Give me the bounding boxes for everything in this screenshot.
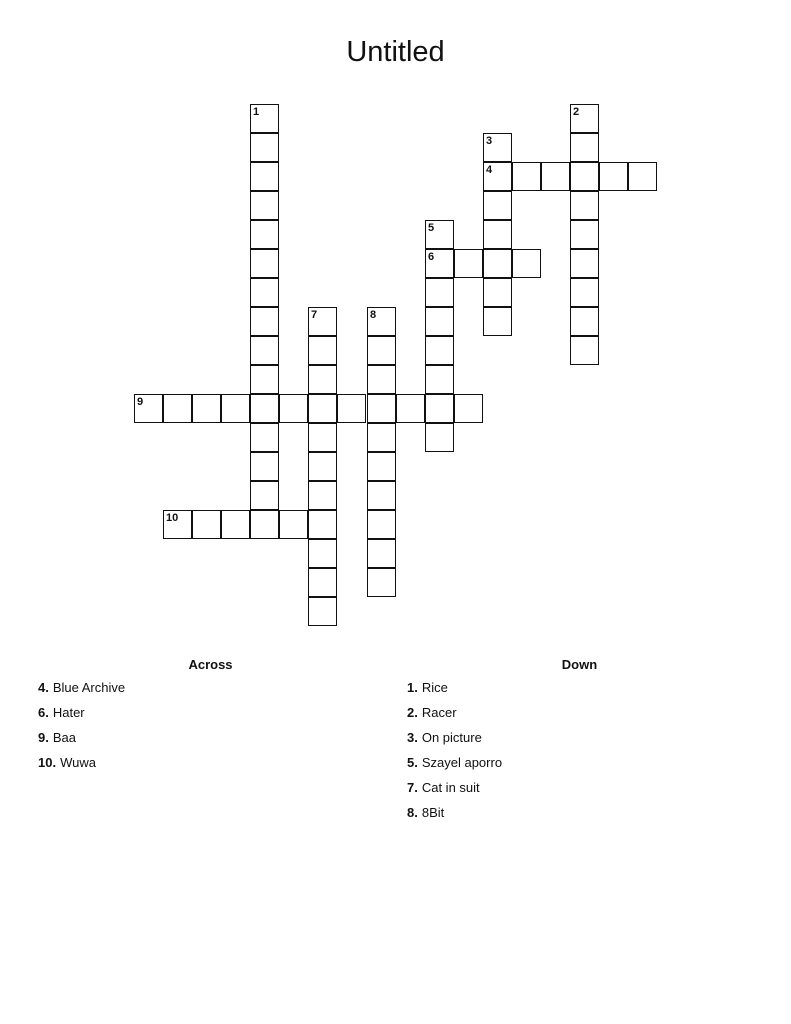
grid-cell[interactable]	[308, 510, 337, 539]
grid-cell[interactable]	[483, 133, 512, 162]
grid-cell[interactable]	[367, 481, 396, 510]
grid-cell[interactable]	[541, 162, 570, 191]
grid-cell[interactable]	[337, 394, 366, 423]
clue-across-4: 4. Blue Archive	[38, 680, 126, 695]
clue-number: 9	[137, 396, 144, 408]
grid-cell[interactable]	[483, 307, 512, 336]
grid-cell[interactable]	[425, 336, 454, 365]
grid-cell[interactable]	[599, 162, 628, 191]
grid-cell[interactable]	[483, 220, 512, 249]
grid-cell[interactable]	[570, 336, 599, 365]
grid-cell[interactable]	[425, 394, 454, 423]
grid-cell[interactable]	[250, 220, 279, 249]
down-heading: Down	[561, 657, 598, 672]
grid-cell[interactable]	[425, 278, 454, 307]
grid-cell[interactable]	[250, 104, 279, 133]
clue-number: 3	[486, 135, 493, 147]
grid-cell[interactable]	[483, 249, 512, 278]
grid-cell[interactable]	[425, 307, 454, 336]
grid-cell[interactable]	[483, 278, 512, 307]
grid-cell[interactable]	[483, 162, 512, 191]
grid-cell[interactable]	[308, 394, 337, 423]
grid-cell[interactable]	[367, 510, 396, 539]
grid-cell[interactable]	[192, 510, 221, 539]
grid-cell[interactable]	[250, 423, 279, 452]
grid-cell[interactable]	[279, 510, 308, 539]
clue-number: 10	[166, 512, 179, 524]
clue-number: 2	[573, 106, 580, 118]
grid-cell[interactable]	[308, 423, 337, 452]
grid-cell[interactable]	[425, 249, 454, 278]
grid-cell[interactable]	[308, 452, 337, 481]
clue-down-1: 1. Rice	[407, 680, 448, 695]
grid-cell[interactable]	[308, 336, 337, 365]
grid-cell[interactable]	[308, 597, 337, 626]
grid-cell[interactable]	[250, 249, 279, 278]
clue-number: 5	[428, 222, 435, 234]
grid-cell[interactable]	[570, 307, 599, 336]
clue-down-7: 7. Cat in suit	[407, 780, 480, 795]
grid-cell[interactable]	[512, 162, 541, 191]
down-clues	[407, 657, 752, 828]
grid-cell[interactable]	[308, 307, 337, 336]
grid-cell[interactable]	[454, 394, 483, 423]
grid-cell[interactable]	[308, 568, 337, 597]
grid-cell[interactable]	[367, 307, 396, 336]
grid-cell[interactable]	[425, 220, 454, 249]
grid-cell[interactable]	[367, 452, 396, 481]
clue-number: 7	[311, 309, 318, 321]
across-clues	[38, 657, 383, 778]
grid-cell[interactable]	[483, 191, 512, 220]
clue-down-5: 5. Szayel aporro	[407, 755, 503, 770]
clue-across-6: 6. Hater	[38, 705, 85, 720]
grid-cell[interactable]	[250, 191, 279, 220]
grid-cell[interactable]	[250, 510, 279, 539]
grid-cell[interactable]	[367, 336, 396, 365]
grid-cell[interactable]	[192, 394, 221, 423]
grid-cell[interactable]	[250, 336, 279, 365]
grid-cell[interactable]	[570, 162, 599, 191]
grid-cell[interactable]	[308, 481, 337, 510]
grid-cell[interactable]	[163, 394, 192, 423]
puzzle-title: Untitled	[346, 36, 445, 68]
grid-cell[interactable]	[250, 162, 279, 191]
grid-cell[interactable]	[454, 249, 483, 278]
grid-cell[interactable]	[396, 394, 425, 423]
grid-cell[interactable]	[628, 162, 657, 191]
grid-cell[interactable]	[250, 452, 279, 481]
clue-number: 8	[370, 309, 377, 321]
grid-cell[interactable]	[512, 249, 541, 278]
grid-cell[interactable]	[250, 278, 279, 307]
grid-cell[interactable]	[308, 365, 337, 394]
grid-cell[interactable]	[425, 365, 454, 394]
clue-down-3: 3. On picture	[407, 730, 482, 745]
clue-down-2: 2. Racer	[407, 705, 457, 720]
grid-cell[interactable]	[163, 510, 192, 539]
clue-down-8: 8. 8Bit	[407, 805, 445, 820]
grid-cell[interactable]	[570, 278, 599, 307]
clue-number: 1	[253, 106, 260, 118]
grid-cell[interactable]	[570, 191, 599, 220]
grid-cell[interactable]	[570, 220, 599, 249]
grid-cell[interactable]	[367, 539, 396, 568]
clue-across-10: 10. Wuwa	[38, 755, 96, 770]
grid-cell[interactable]	[367, 568, 396, 597]
grid-cell[interactable]	[250, 133, 279, 162]
grid-cell[interactable]	[367, 365, 396, 394]
clue-number: 4	[486, 164, 493, 176]
grid-cell[interactable]	[367, 394, 396, 423]
grid-cell[interactable]	[308, 539, 337, 568]
across-heading: Across	[188, 657, 233, 672]
grid-cell[interactable]	[425, 423, 454, 452]
clue-across-9: 9. Baa	[38, 730, 76, 745]
grid-cell[interactable]	[570, 133, 599, 162]
grid-cell[interactable]	[221, 394, 250, 423]
grid-cell[interactable]	[134, 394, 163, 423]
clue-number: 6	[428, 251, 435, 263]
grid-cell[interactable]	[250, 307, 279, 336]
grid-cell[interactable]	[250, 365, 279, 394]
grid-cell[interactable]	[250, 481, 279, 510]
grid-cell[interactable]	[279, 394, 308, 423]
grid-cell[interactable]	[221, 510, 250, 539]
grid-cell[interactable]	[570, 249, 599, 278]
grid-cell[interactable]	[570, 104, 599, 133]
grid-cell[interactable]	[250, 394, 279, 423]
grid-cell[interactable]	[367, 423, 396, 452]
